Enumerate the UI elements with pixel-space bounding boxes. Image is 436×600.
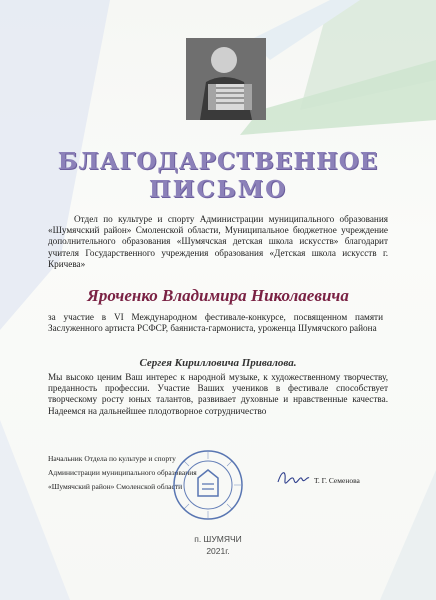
handwritten-signature	[276, 468, 310, 488]
title-line-1: БЛАГОДАРСТВЕННОЕ	[57, 148, 379, 175]
official-stamp	[171, 448, 245, 522]
photo-illustration	[186, 38, 266, 120]
signature-title-line-1: Начальник Отдела по культуре и спорту	[48, 454, 176, 463]
place-label: п. ШУМЯЧИ	[194, 534, 242, 544]
recipient-name: Яроченко Владимира Николаевича	[87, 286, 349, 305]
signature-title-line-3: «Шумячский район» Смоленской области	[48, 482, 183, 491]
honoree-name: Сергея Кирилловича Привалова.	[139, 357, 297, 369]
reason-paragraph: за участие в VI Международном фестивале-конкурсе, посвященном памяти Заслуженного артиста РСФСР, баяниста-гармониста, уроженца Шумячского района	[48, 312, 383, 334]
signer-name: Т. Г. Семенова	[314, 476, 360, 485]
intro-paragraph: Отдел по культуре и спорту Администрации муниципального образования «Шумячский район» Смоленской области, Муниципальное бюджетное учреждение дополнительного образования «Шумячская детская школа искусств» благодарит учителя Государственного учреждения образования «Детская школа искусств г. Кричева»	[48, 214, 388, 269]
accordionist-photo	[186, 38, 266, 120]
signature-title-line-2: Администрации муниципального образования	[48, 468, 197, 477]
year-label: 2021г.	[206, 546, 230, 556]
message-paragraph: Мы высоко ценим Ваш интерес к народной музыке, к художественному творчеству, преданность профессии. Участие Ваших учеников в фестивале способствует творческому росту юных талантов, развивает духовные и нравственные качества. Надеемся на дальнейшее плодотворное сотрудничество	[48, 372, 388, 416]
title-line-2: ПИСЬМО	[148, 176, 288, 203]
